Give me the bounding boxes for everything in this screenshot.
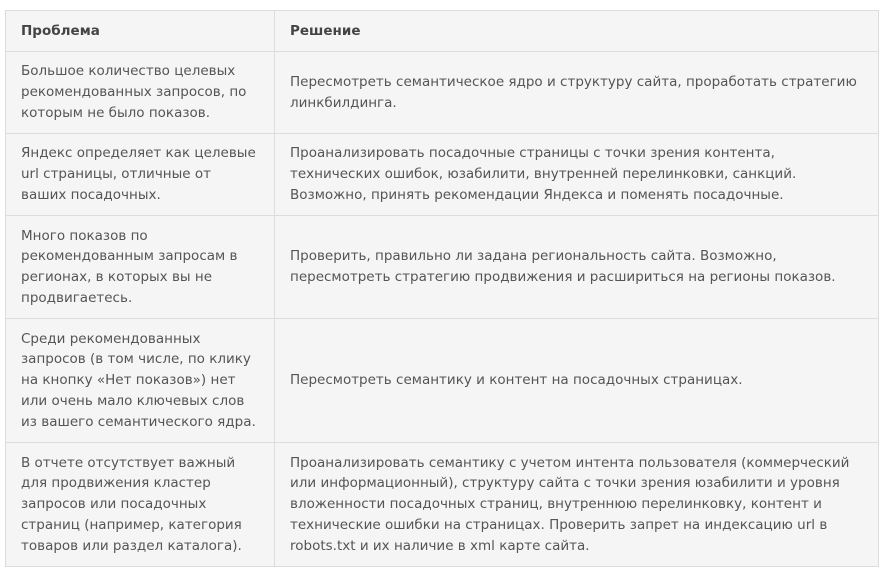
problem-cell: Среди рекомендованных запросов (в том числе, по клику на кнопку «Нет показов») нет или очень мало ключевых слов из вашего семантического ядра. (6, 319, 275, 443)
table-row (6, 52, 879, 134)
solution-cell: Проверить, правильно ли задана региональность сайта. Возможно, пересмотреть стратегию продвижения и расшириться на регионы показов. (275, 216, 879, 319)
problem-solution-table (5, 10, 879, 567)
table-row (6, 216, 879, 319)
solution-cell: Проанализировать семантику с учетом интента пользователя (коммерческий или информационный), структуру сайта с точки зрения юзабилити и уровня вложенности посадочных страниц, внутреннюю перелинковку, контент и технические ошибки на страницах. Проверить запрет на индексацию url в robots.txt и их наличие в xml карте сайта. (275, 443, 879, 567)
column-header-solution: Решение (275, 11, 879, 52)
table-row (6, 134, 879, 216)
table-row (6, 443, 879, 567)
problem-cell: В отчете отсутствует важный для продвижения кластер запросов или посадочных страниц (например, категория товаров или раздел каталога). (6, 443, 275, 567)
problem-cell: Яндекс определяет как целевые url страницы, отличные от ваших посадочных. (6, 134, 275, 216)
problem-cell: Большое количество целевых рекомендованных запросов, по которым не было показов. (6, 52, 275, 134)
problem-cell: Много показов по рекомендованным запросам в регионах, в которых вы не продвигаетесь. (6, 216, 275, 319)
table-header-row (6, 11, 879, 52)
table-row (6, 319, 879, 443)
column-header-problem: Проблема (6, 11, 275, 52)
solution-cell: Пересмотреть семантическое ядро и структуру сайта, проработать стратегию линкбилдинга. (275, 52, 879, 134)
problem-solution-table-container (5, 10, 878, 567)
solution-cell: Пересмотреть семантику и контент на посадочных страницах. (275, 319, 879, 443)
solution-cell: Проанализировать посадочные страницы с точки зрения контента, технических ошибок, юзабилити, внутренней перелинковки, санкций. Возможно, принять рекомендации Яндекса и поменять посадочные. (275, 134, 879, 216)
